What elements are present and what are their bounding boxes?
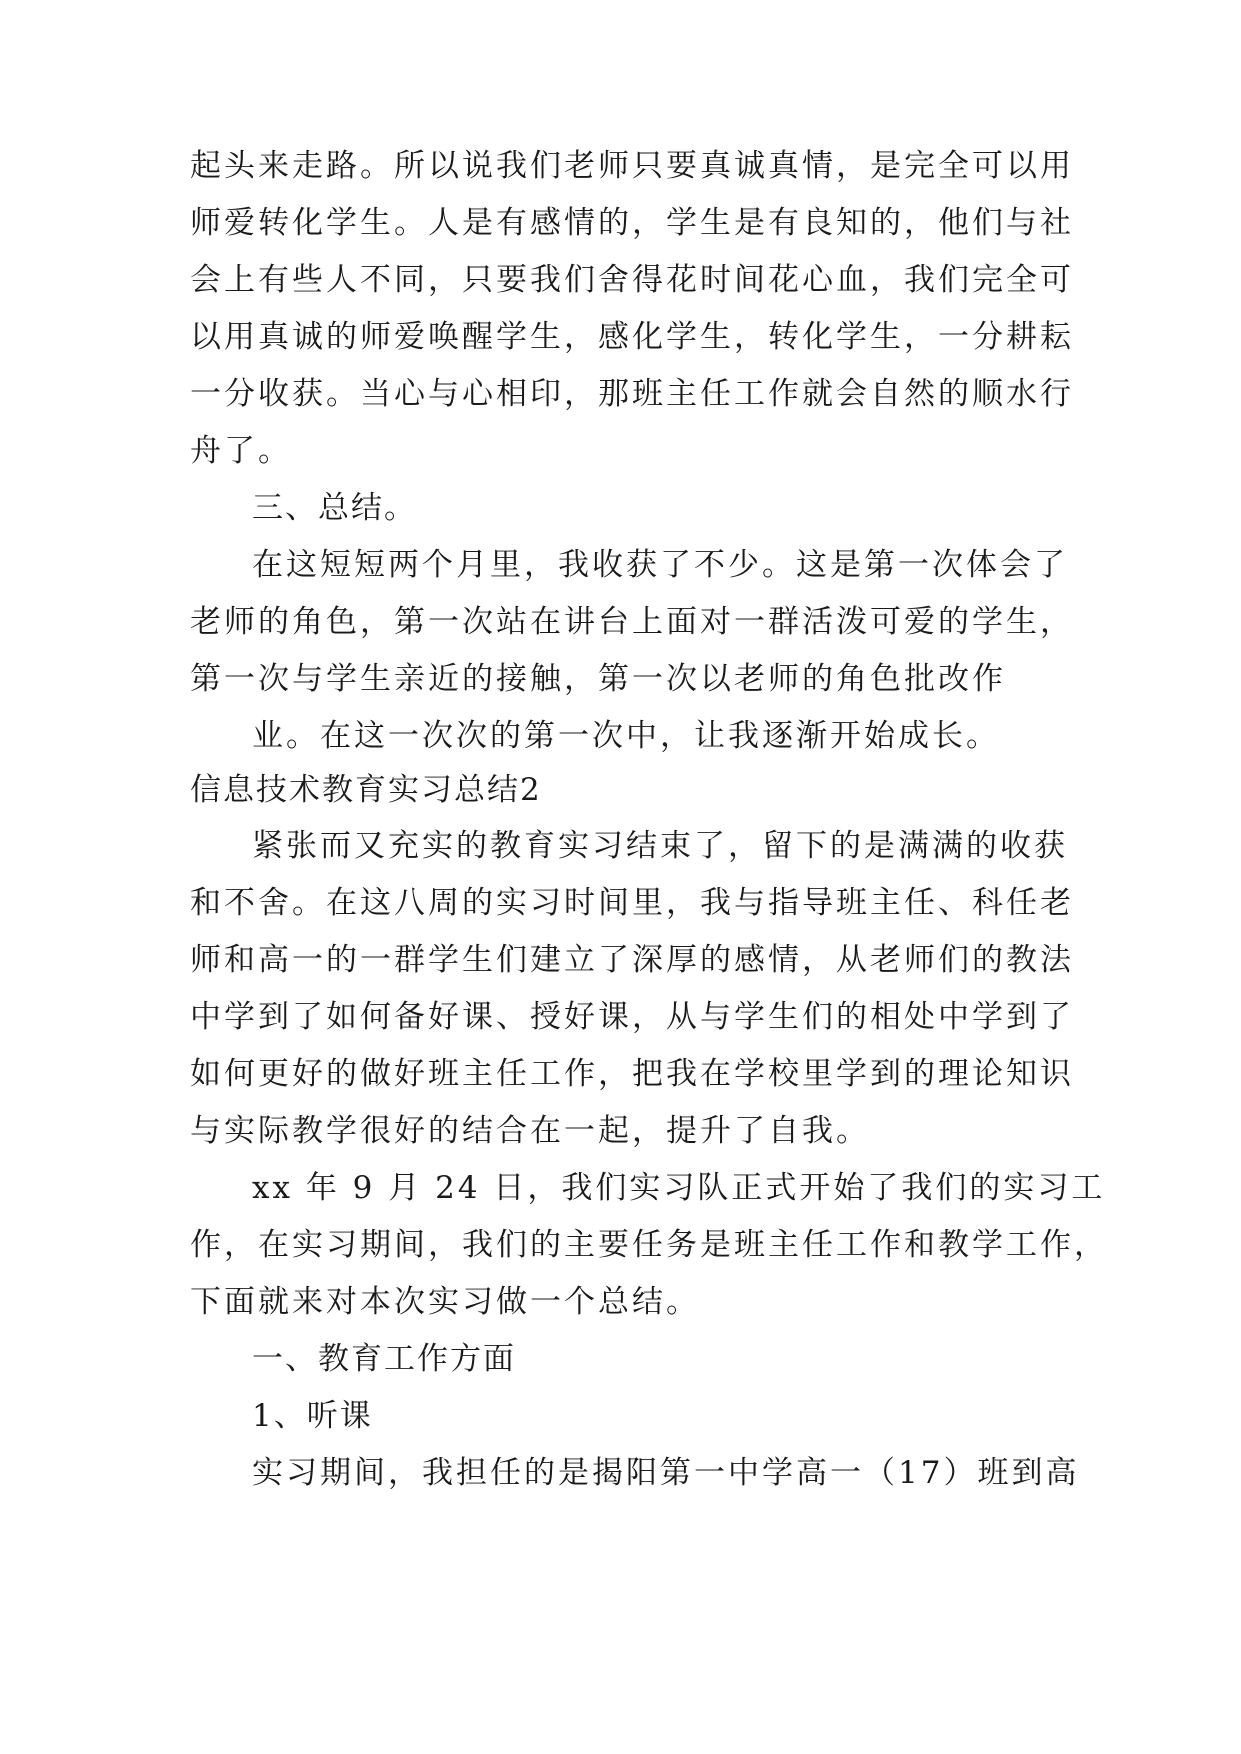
paragraph-line: 实习期间，我担任的是揭阳第一中学高一（17）班到高	[252, 1455, 1080, 1491]
paragraph-line: 舟了。	[190, 433, 292, 469]
paragraph-line: 第一次与学生亲近的接触，第一次以老师的角色批改作	[190, 661, 1006, 697]
paragraph-line: 与实际教学很好的结合在一起，提升了自我。	[190, 1113, 870, 1149]
paragraph-line: 以用真诚的师爱唤醒学生，感化学生，转化学生，一分耕耘	[190, 319, 1074, 355]
paragraph-line: 紧张而又充实的教育实习结束了，留下的是满满的收获	[252, 828, 1068, 864]
paragraph-line: 中学到了如何备好课、授好课，从与学生们的相处中学到了	[190, 999, 1074, 1035]
paragraph-line: 作，在实习期间，我们的主要任务是班主任工作和教学工作，	[190, 1227, 1108, 1263]
paragraph-line: 会上有些人不同，只要我们舍得花时间花心血，我们完全可	[190, 262, 1074, 298]
paragraph-line: 如何更好的做好班主任工作，把我在学校里学到的理论知识	[190, 1056, 1074, 1092]
paragraph-line: 老师的角色，第一次站在讲台上面对一群活泼可爱的学生，	[190, 604, 1074, 640]
paragraph-line: 下面就来对本次实习做一个总结。	[190, 1284, 700, 1320]
document-title: 信息技术教育实习总结2	[190, 772, 542, 808]
subsection-heading: 1、听课	[252, 1398, 373, 1434]
paragraph-line: 师爱转化学生。人是有感情的，学生是有良知的，他们与社	[190, 205, 1074, 241]
section-heading: 三、总结。	[252, 490, 417, 526]
paragraph-line: 一分收获。当心与心相印，那班主任工作就会自然的顺水行	[190, 376, 1074, 412]
section-heading: 一、教育工作方面	[252, 1341, 516, 1377]
paragraph-line: 业。在这一次次的第一次中，让我逐渐开始成长。	[252, 718, 1000, 754]
paragraph-line: xx 年 9 月 24 日，我们实习队正式开始了我们的实习工	[252, 1170, 1106, 1206]
paragraph-line: 师和高一的一群学生们建立了深厚的感情，从老师们的教法	[190, 942, 1074, 978]
paragraph-line: 在这短短两个月里，我收获了不少。这是第一次体会了	[252, 547, 1068, 583]
paragraph-line: 和不舍。在这八周的实习时间里，我与指导班主任、科任老	[190, 885, 1074, 921]
paragraph-line: 起头来走路。所以说我们老师只要真诚真情，是完全可以用	[190, 148, 1074, 184]
